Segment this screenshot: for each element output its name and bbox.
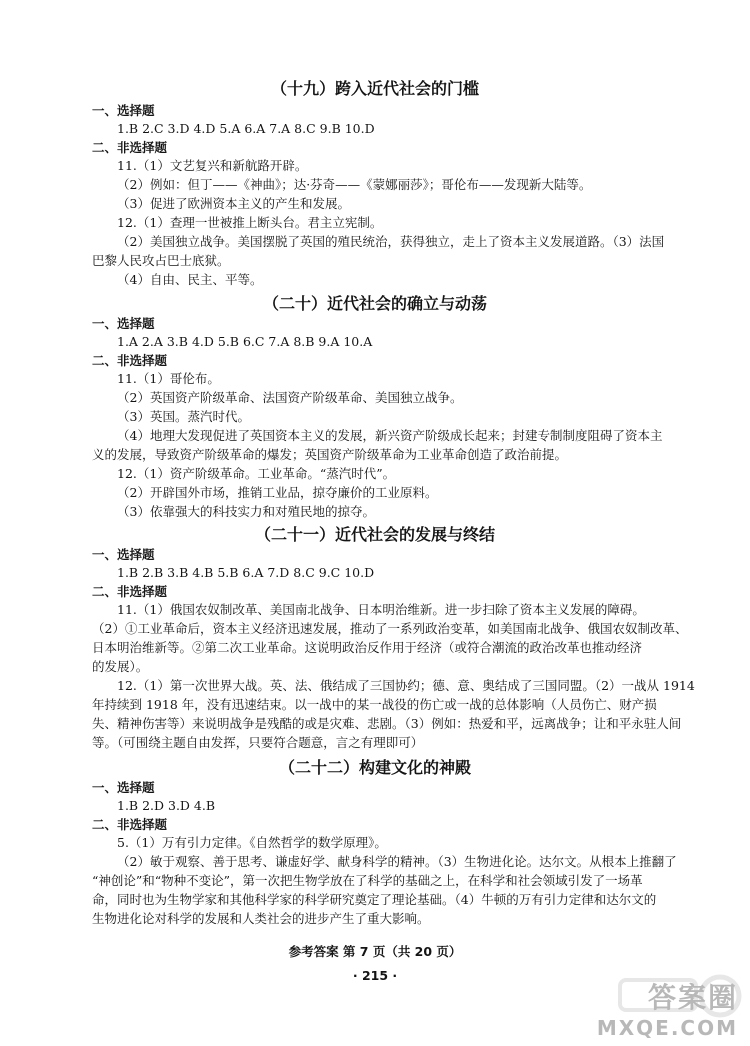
section-title-19: （十九）跨入近代社会的门槛 xyxy=(270,79,479,98)
open-heading-20: 二、非选择题 xyxy=(92,353,168,368)
answer-line: （2）例如：但丁——《神曲》；达·芬奇——《蒙娜丽莎》；哥伦布——发现新大陆等。 xyxy=(117,177,592,192)
choice-answers-20: 1.A 2.A 3.B 4.D 5.B 6.C 7.A 8.B 9.A 10.A xyxy=(117,334,373,349)
answer-line: （3）英国。蒸汽时代。 xyxy=(117,409,250,424)
section-title-20: （二十）近代社会的确立与动荡 xyxy=(262,294,487,313)
answer-line: 生物进化论对科学的发展和人类社会的进步产生了重大影响。 xyxy=(92,911,430,926)
answer-line: 日本明治维新等。②第二次工业革命。这说明政治反作用于经济（或符合潮流的政治改革也推动经济 xyxy=(92,640,643,655)
answer-line: 5.（1）万有引力定律。《自然哲学的数学原理》。 xyxy=(117,835,387,850)
choice-answers-19: 1.B 2.C 3.D 4.D 5.A 6.A 7.A 8.C 9.B 10.D xyxy=(117,121,375,136)
answer-line: 年持续到 1918 年，没有迅速结束。以一战中的某一战役的伤亡或一战的总体影响（人员伤亡、财产损 xyxy=(92,697,657,712)
open-heading-19: 二、非选择题 xyxy=(92,140,168,155)
answer-line: （2）开辟国外市场，推销工业品，掠夺廉价的工业原料。 xyxy=(117,485,438,500)
watermark-bottom: MXQE.COM xyxy=(596,1016,738,1040)
answer-line: （4）地理大发现促进了英国资本主义的发展，新兴资产阶级成长起来；封建专制制度阻碍了资本主 xyxy=(117,428,663,443)
answer-line: （2）①工业革命后，资本主义经济迅速发展，推动了一系列政治变革，如美国南北战争、俄国农奴制改革、 xyxy=(92,621,688,636)
watermark-site-label xyxy=(597,976,738,1040)
answer-line: 命，同时也为生物学家和其他科学家的科学研究奠定了理论基础。（4）牛顿的万有引力定律和达尔文的 xyxy=(92,892,657,907)
section-title-22: （二十二）构建文化的神殿 xyxy=(278,758,471,777)
answer-line: （3）依靠强大的科技实力和对殖民地的掠夺。 xyxy=(117,504,375,519)
choice-heading-21: 一、选择题 xyxy=(92,547,155,562)
answer-line: 巴黎人民攻占巴士底狱。 xyxy=(92,253,230,268)
answer-line: 11.（1）文艺复兴和新航路开辟。 xyxy=(117,158,308,173)
answer-line: 等。（可围绕主题自由发挥，只要符合题意，言之有理即可） xyxy=(92,735,424,750)
answer-line: 11.（1）俄国农奴制改革、美国南北战争、日本明治维新。进一步扫除了资本主义发展的障碍。 xyxy=(117,602,645,617)
answer-line: （2）英国资产阶级革命、法国资产阶级革命、美国独立战争。 xyxy=(117,390,463,405)
page-number: · 215 · xyxy=(352,968,398,983)
choice-answers-21: 1.B 2.B 3.B 4.B 5.B 6.A 7.D 8.C 9.C 10.D xyxy=(117,565,375,580)
answer-line: 12.（1）资产阶级革命。工业革命。“蒸汽时代”。 xyxy=(117,466,396,481)
choice-heading-20: 一、选择题 xyxy=(92,316,155,331)
answer-line: （4）自由、民主、平等。 xyxy=(117,272,263,287)
answer-line: 失、精神伤害等）来说明战争是残酷的或是灾难、悲剧。（3）例如：热爱和平，远离战争；让和平永驻人间 xyxy=(92,716,682,731)
watermark-top: 答案圈 xyxy=(647,981,738,1014)
choice-answers-22: 1.B 2.D 3.D 4.B xyxy=(117,798,216,813)
open-heading-21: 二、非选择题 xyxy=(92,584,168,599)
answer-line: 义的发展，导致资产阶级革命的爆发；英国资产阶级革命为工业革命创造了政治前提。 xyxy=(92,447,568,462)
section-title-21: （二十一）近代社会的发展与终结 xyxy=(254,525,495,544)
open-heading-22: 二、非选择题 xyxy=(92,817,168,832)
choice-heading-22: 一、选择题 xyxy=(92,780,155,795)
answer-page-label: 参考答案 第 7 页（共 20 页） xyxy=(288,944,462,959)
answer-line: （3）促进了欧洲资本主义的产生和发展。 xyxy=(117,196,350,211)
answer-line: （2）敏于观察、善于思考、谦虚好学、献身科学的精神。（3）生物进化论。达尔文。从根本上推翻了 xyxy=(117,854,677,869)
answer-line: （2）美国独立战争。美国摆脱了英国的殖民统治，获得独立，走上了资本主义发展道路。（3）法国 xyxy=(117,234,665,249)
answer-line: 的发展）。 xyxy=(92,659,149,674)
answer-line: 12.（1）查理一世被推上断头台。君主立宪制。 xyxy=(117,215,383,230)
answer-line: 11.（1）哥伦布。 xyxy=(117,371,220,386)
answer-line: “神创论”和“物种不变论”，第一次把生物学放在了科学的基础之上，在科学和社会领域引发了一场革 xyxy=(92,873,643,888)
choice-heading-19: 一、选择题 xyxy=(92,103,155,118)
answer-line: 12.（1）第一次世界大战。英、法、俄结成了三国协约；德、意、奥结成了三国同盟。（2）一战从 1914 xyxy=(117,678,695,693)
